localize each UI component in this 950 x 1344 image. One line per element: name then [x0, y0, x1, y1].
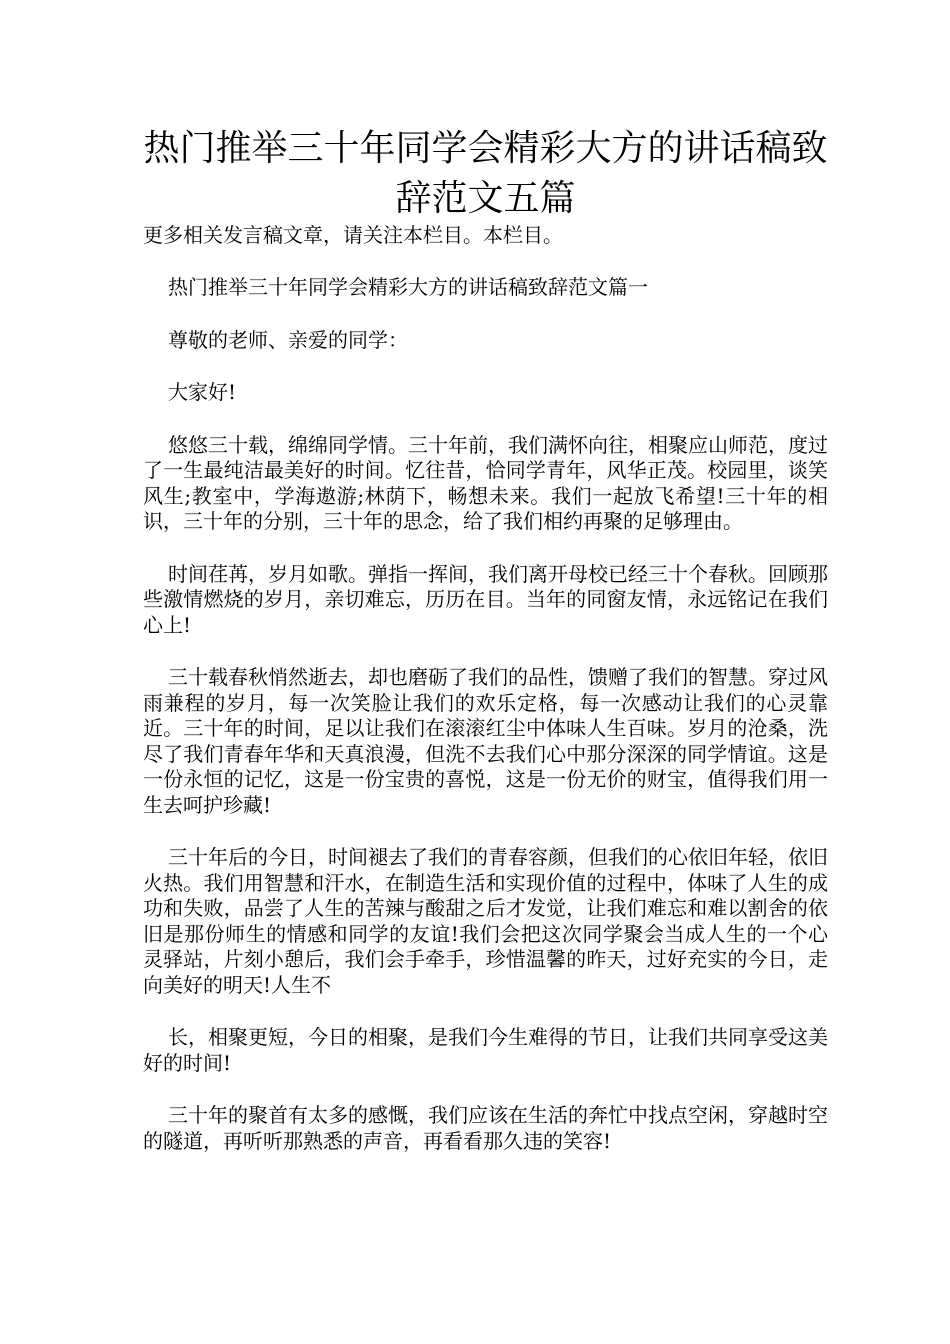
- body-paragraph: 三十载春秋悄然逝去，却也磨砺了我们的品性，馈赠了我们的智慧。穿过风雨兼程的岁月，每一次笑脸让我们的欢乐定格，每一次感动让我们的心灵靠近。三十年的时间，足以让我们在滚滚红尘中体味人生百味。岁月的沧桑，洗尽了我们青春年华和天真浪漫，但洗不去我们心中那分深深的同学情谊。这是一份永恒的记忆，这是一份宝贵的喜悦，这是一份无价的财宝，值得我们用一生去呵护珍藏!: [143, 665, 828, 817]
- document-page: [143, 124, 828, 1154]
- intro-line: 更多相关发言稿文章，请关注本栏目。本栏目。: [143, 223, 563, 247]
- section-heading: 热门推举三十年同学会精彩大方的讲话稿致辞范文篇一: [168, 275, 648, 299]
- body-paragraph: 时间荏苒，岁月如歌。弹指一挥间，我们离开母校已经三十个春秋。回顾那些激情燃烧的岁月，亲切难忘，历历在目。当年的同窗友情，永远铭记在我们心上!: [143, 561, 828, 637]
- body-paragraph: 三十年后的今日，时间褪去了我们的青春容颜，但我们的心依旧年轻，依旧火热。我们用智慧和汗水，在制造生活和实现价值的过程中，体味了人生的成功和失败，品尝了人生的苦辣与酸甜之后才发觉，让我们难忘和难以割舍的依旧是那份师生的情感和同学的友谊!我们会把这次同学聚会当成人生的一个心灵驿站，片刻小憩后，我们会手牵手，珍惜温馨的昨天，过好充实的今日，走向美好的明天!人生不: [143, 845, 828, 997]
- body-paragraph: 三十年的聚首有太多的感慨，我们应该在生活的奔忙中找点空闲，穿越时空的隧道，再听听那熟悉的声音，再看看那久违的笑容!: [143, 1103, 828, 1153]
- greeting: 大家好!: [168, 380, 237, 404]
- salutation: 尊敬的老师、亲爱的同学：: [168, 327, 408, 352]
- body-paragraph: 悠悠三十载，绵绵同学情。三十年前，我们满怀向往，相聚应山师范，度过了一生最纯洁最美好的时间。忆往昔，恰同学青年，风华正茂。校园里，谈笑风生;教室中，学海遨游;林荫下，畅想未来。我们一起放飞希望!三十年的相识，三十年的分别，三十年的思念，给了我们相约再聚的足够理由。: [143, 432, 828, 533]
- body-paragraph: 长，相聚更短，今日的相聚，是我们今生难得的节日，让我们共同享受这美好的时间!: [143, 1025, 828, 1075]
- document-title: 热门推举三十年同学会精彩大方的讲话稿致辞范文五篇: [143, 128, 828, 219]
